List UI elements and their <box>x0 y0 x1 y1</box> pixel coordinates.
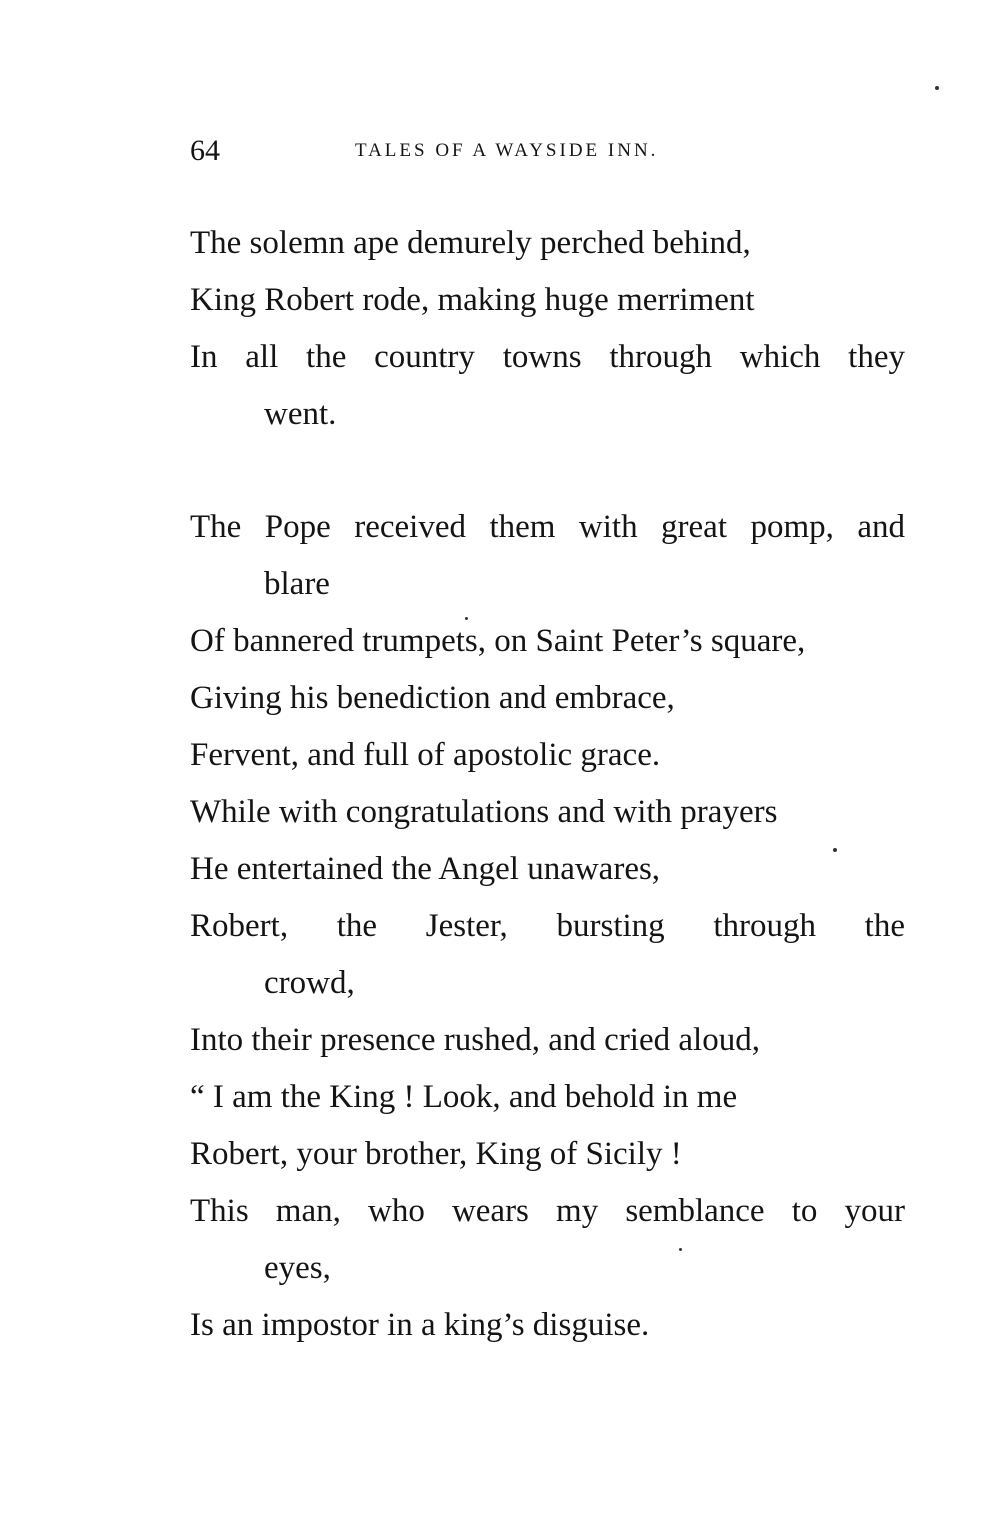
stanza <box>190 499 905 1354</box>
verse-line: Is an impostor in a king’s disguise. <box>190 1307 650 1343</box>
verse-line-continuation: blare <box>264 566 330 602</box>
verse-line-continuation: went. <box>264 396 337 432</box>
verse-line: Into their presence rushed, and cried aloud, <box>190 1022 760 1058</box>
verse-line: The Pope received them with great pomp, and <box>190 509 905 545</box>
verse-line: Robert, the Jester, bursting through the <box>190 908 905 944</box>
poem-text <box>190 215 905 1354</box>
running-title: TALES OF A WAYSIDE INN. <box>355 140 659 161</box>
verse-line: While with congratulations and with prayers <box>190 794 778 830</box>
verse-line: King Robert rode, making huge merriment <box>190 282 755 318</box>
stanza-break <box>190 443 905 499</box>
verse-line-continuation: eyes, <box>264 1250 331 1286</box>
verse-line: He entertained the Angel unawares, <box>190 851 661 887</box>
page-number: 64 <box>190 134 220 167</box>
verse-line: Of bannered trumpets, on Saint Peter’s square, <box>190 623 806 659</box>
page-header <box>190 134 810 168</box>
verse-line: The solemn ape demurely perched behind, <box>190 225 751 261</box>
verse-line: Robert, your brother, King of Sicily ! <box>190 1136 682 1172</box>
stanza <box>190 215 905 443</box>
verse-line: In all the country towns through which they <box>190 339 905 375</box>
verse-line: Fervent, and full of apostolic grace. <box>190 737 661 773</box>
verse-line-continuation: crowd, <box>264 965 355 1001</box>
verse-line: “ I am the King ! Look, and behold in me <box>190 1079 738 1115</box>
verse-line: This man, who wears my semblance to your <box>190 1193 905 1229</box>
verse-line: Giving his benediction and embrace, <box>190 680 675 716</box>
ink-speck <box>935 86 939 90</box>
